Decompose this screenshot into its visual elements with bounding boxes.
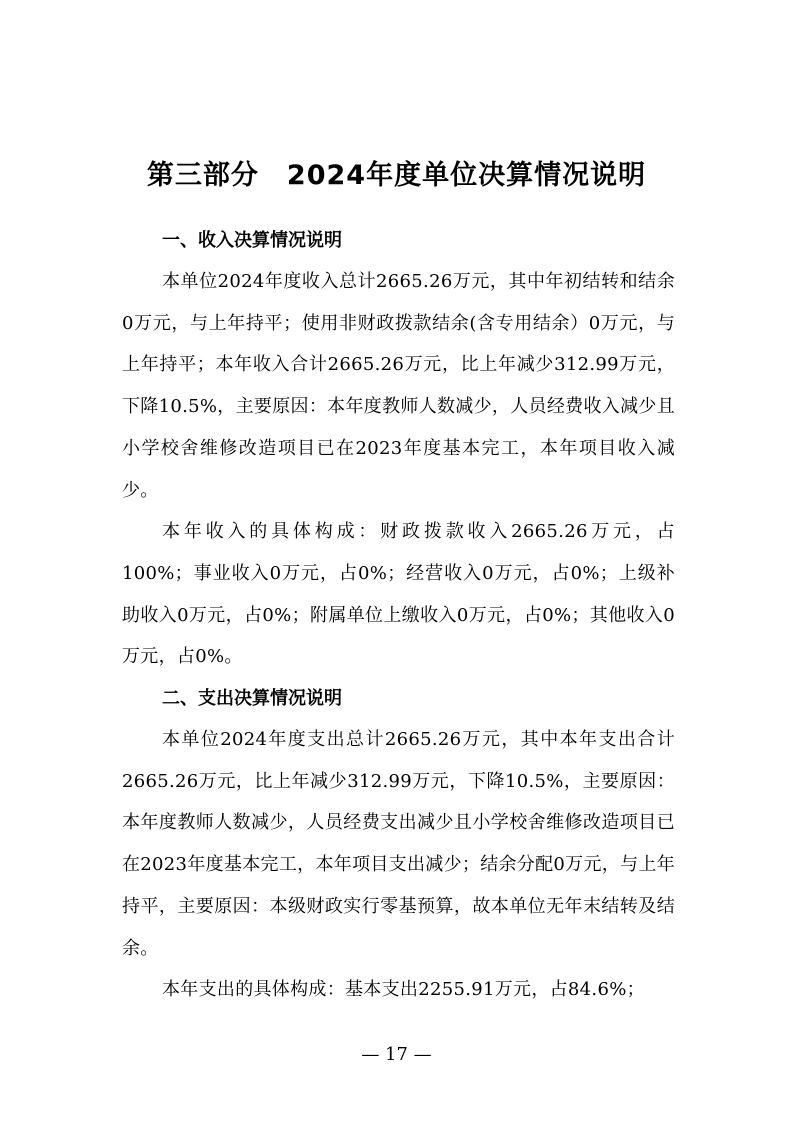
paragraph-income-composition: 本年收入的具体构成：财政拨款收入2665.26万元，占100%；事业收入0万元，占0%；经营收入0万元，占0%；上级补助收入0万元，占0%；附属单位上缴收入0万元，占0%；其他收入0万元，占0%。 — [122, 521, 675, 668]
page-number: — 17 — — [361, 1044, 432, 1065]
paragraph-expenditure-summary: 本单位2024年度支出总计2665.26万元，其中本年支出合计2665.26万元，比上年减少312.99万元，下降10.5%，主要原因：本年度教师人数减少，人员经费支出减少且小学校舍维修改造项目已在2023年度基本完工，本年项目支出减少；结余分配0万元，与上年持平，主要原因：本级财政实行零基预算，故本单位无年末结转及结余。 — [122, 729, 675, 959]
section-income — [122, 220, 675, 678]
section-heading-income: 一、收入决算情况说明 — [162, 230, 342, 251]
page-title: 第三部分 2024年度单位决算情况说明 — [146, 160, 647, 192]
section-heading-expenditure: 二、支出决算情况说明 — [162, 688, 342, 710]
paragraph-income-summary: 本单位2024年度收入总计2665.26万元，其中年初结转和结余0万元，与上年持平；使用非财政拨款结余(含专用结余）0万元，与上年持平；本年收入合计2665.26万元，比上年减少312.99万元，下降10.5%，主要原因：本年度教师人数减少，人员经费收入减少且小学校舍维修改造项目已在2023年度基本完工，本年项目收入减少。 — [122, 271, 675, 501]
section-expenditure — [122, 678, 675, 1011]
document-body — [122, 220, 675, 1011]
paragraph-expenditure-composition: 本年支出的具体构成：基本支出2255.91万元，占84.6%； — [162, 979, 645, 1001]
